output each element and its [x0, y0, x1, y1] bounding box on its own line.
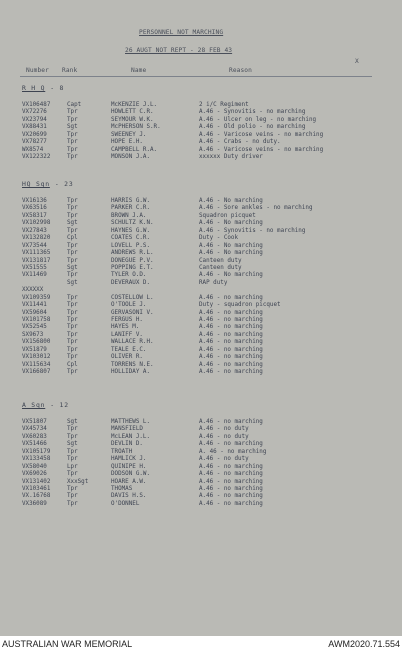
service-number: VX52545: [22, 324, 47, 331]
service-number: VX23794: [22, 116, 47, 123]
reason: A.46 - no marching: [199, 369, 263, 376]
personnel-row: [22, 124, 382, 131]
service-number: VX166807: [22, 369, 51, 376]
service-number: SX9673: [22, 331, 44, 338]
service-number: VX132820: [22, 235, 51, 242]
personnel-row: [22, 117, 382, 124]
personnel-row: [22, 302, 382, 309]
service-number: VX60283: [22, 433, 47, 440]
person-name: HOARE A.W.: [111, 478, 147, 485]
section-name: R H Q: [22, 84, 46, 92]
person-name: TROATH: [111, 448, 133, 455]
personnel-row: [22, 479, 382, 486]
person-name: ANDREWS R.L.: [111, 250, 154, 257]
personnel-row: [22, 441, 382, 448]
personnel-row: [22, 243, 382, 250]
person-name: COSTELLOW L.: [111, 294, 154, 301]
service-number: VX122322: [22, 154, 51, 161]
reason: A.46 - no marching: [199, 471, 263, 478]
rank: Tpr: [67, 339, 78, 346]
reason: A.46 - Ulcer on leg - no marching: [199, 116, 317, 123]
person-name: SCHULTZ K.N.: [111, 220, 154, 227]
person-name: PARKER C.R.: [111, 205, 151, 212]
person-name: DODSON G.W.: [111, 471, 151, 478]
personnel-row: [22, 258, 382, 265]
service-number: VX58317: [22, 212, 47, 219]
section-name: HQ Sqn: [22, 180, 50, 188]
reason: A.46 - no marching: [199, 309, 263, 316]
reason: Canteen duty: [199, 264, 242, 271]
rank: Tpr: [67, 456, 78, 463]
reason: A.46 - Varicose veins - no marching: [199, 131, 324, 138]
reason: xxxxxx Duty driver: [199, 154, 263, 161]
reason: Squadron picquet: [199, 212, 256, 219]
personnel-row: [22, 102, 382, 109]
reason: A.46 - no duty: [199, 456, 249, 463]
person-name: LANIFF V.: [111, 331, 143, 338]
section-title: [22, 180, 382, 198]
person-name: TYLER O.D.: [111, 272, 147, 279]
personnel-row: [22, 456, 382, 463]
person-name: McPHERSON S.R.: [111, 124, 161, 131]
rank: Tpr: [67, 331, 78, 338]
service-number: VX106487: [22, 102, 51, 108]
service-number: VX131817: [22, 257, 51, 264]
person-name: MONSON J.A.: [111, 154, 151, 161]
reason: A.46 - no marching: [199, 331, 263, 338]
header-rule: [20, 76, 372, 77]
reason: A.46 - no marching: [199, 317, 263, 323]
rank: Sgt: [67, 264, 78, 271]
personnel-row: [22, 449, 382, 456]
person-name: HOPE E.H.: [111, 139, 143, 146]
reason: A.46 - no marching: [199, 485, 263, 492]
service-number: VX45734: [22, 426, 47, 433]
personnel-row: [22, 147, 382, 154]
rank: Tpr: [67, 317, 78, 323]
reason: A.46 - no marching: [199, 463, 263, 470]
personnel-row: [22, 464, 382, 471]
service-number: VX115634: [22, 361, 51, 368]
rank: Sgt: [67, 279, 78, 286]
personnel-row: [22, 272, 382, 279]
person-name: QUINIPE H.: [111, 463, 147, 470]
reason: A.46 - no marching: [199, 354, 263, 361]
person-name: GERVASONI V.: [111, 309, 154, 316]
reason: A.46 - Varicose veins - no marching: [199, 146, 324, 153]
rank: Tpr: [67, 139, 78, 146]
personnel-row: [22, 493, 382, 500]
personnel-row: [22, 154, 382, 161]
service-number: VX11441: [22, 302, 47, 309]
person-name: O'DONNEL: [111, 500, 140, 507]
column-header-rank: Rank: [62, 67, 78, 74]
person-name: TORRENS N.E.: [111, 361, 154, 368]
section-count: - 12: [50, 401, 69, 409]
personnel-row: [22, 501, 382, 508]
service-number: XXXXXX: [22, 287, 44, 294]
service-number: VX105179: [22, 448, 51, 455]
person-name: OLIVER R.: [111, 354, 143, 361]
reason: A.46 - no marching: [199, 339, 263, 346]
person-name: THOMAS: [111, 485, 133, 492]
rank: Sgt: [67, 441, 78, 448]
person-name: DAVIS H.S.: [111, 493, 147, 500]
service-number: VX88431: [22, 124, 47, 131]
person-name: LOVELL P.S.: [111, 242, 151, 249]
reason: Canteen duty: [199, 257, 242, 264]
service-number: VX102998: [22, 220, 51, 227]
service-number: VX20699: [22, 131, 47, 138]
personnel-row: [22, 369, 382, 376]
personnel-row: [22, 109, 382, 116]
person-name: HOLLIDAY A.: [111, 369, 151, 376]
rank: XxxSgt: [67, 478, 89, 485]
reason: A.46 - no duty: [199, 426, 249, 433]
person-name: MANSFIELD: [111, 426, 143, 433]
reason: A.46 - No marching: [199, 220, 263, 227]
reason: RAP duty: [199, 279, 228, 286]
personnel-row: [22, 339, 382, 346]
reason: A.46 - No marching: [199, 242, 263, 249]
rank: Tpr: [67, 302, 78, 309]
rank: Sgt: [67, 220, 78, 227]
reason: Duty - Cook: [199, 235, 239, 242]
rank: Tpr: [67, 485, 78, 492]
document-title: PERSONNEL NOT MARCHING: [139, 29, 224, 36]
rank: Tpr: [67, 433, 78, 440]
reason: A.46 - no marching: [199, 294, 263, 301]
section-count: - 8: [50, 84, 65, 92]
column-header-name: Name: [131, 67, 147, 74]
rank: Tpr: [67, 146, 78, 153]
person-name: O'TOOLE J.: [111, 302, 147, 309]
rank: Tpr: [67, 242, 78, 249]
service-number: VX101758: [22, 317, 51, 323]
personnel-row: [22, 434, 382, 441]
rank: Sgt: [67, 419, 78, 425]
person-name: CAMPBELL R.A.: [111, 146, 158, 153]
service-number: VX51466: [22, 441, 47, 448]
service-number: VX103461: [22, 485, 51, 492]
section-title: [22, 401, 382, 419]
rank: Lpr: [67, 463, 78, 470]
person-name: HAMLICK J.: [111, 456, 147, 463]
personnel-row: [22, 426, 382, 433]
service-number: VX58040: [22, 463, 47, 470]
rank: Tpr: [67, 471, 78, 478]
personnel-row: [22, 280, 382, 287]
person-name: HOWLETT C.R.: [111, 109, 154, 116]
person-name: FERGUS H.: [111, 317, 143, 323]
person-name: BROWN J.A.: [111, 212, 147, 219]
document-mark: X: [355, 58, 359, 65]
rank: Tpr: [67, 309, 78, 316]
personnel-row: [22, 198, 382, 205]
reason: A.46 - no marching: [199, 346, 263, 353]
archive-footer: [0, 636, 402, 653]
reason: 2 i/C Regiment: [199, 102, 249, 108]
rank: Tpr: [67, 154, 78, 161]
reason: A.46 - no marching: [199, 441, 263, 448]
rank: Tpr: [67, 448, 78, 455]
rank: Tpr: [67, 131, 78, 138]
rank: Tpr: [67, 198, 78, 204]
personnel-row: [22, 310, 382, 317]
service-number: VX.16768: [22, 493, 51, 500]
personnel-row: [22, 139, 382, 146]
reason: A.46 - Sore ankles - no marching: [199, 205, 313, 212]
service-number: VX51879: [22, 346, 47, 353]
person-name: HAYNES G.W.: [111, 227, 151, 234]
section-count: - 23: [54, 180, 74, 188]
person-name: DEVLIN D.: [111, 441, 143, 448]
service-number: VX109359: [22, 294, 51, 301]
personnel-row: [22, 265, 382, 272]
personnel-row: [22, 486, 382, 493]
service-number: VX11469: [22, 272, 47, 279]
personnel-row: [22, 213, 382, 220]
person-name: McLEAN J.L.: [111, 433, 151, 440]
section-title: [22, 84, 382, 102]
person-name: McKENZIE J.L.: [111, 102, 158, 108]
personnel-row: [22, 471, 382, 478]
reason: A.46 - no marching: [199, 500, 263, 507]
rank: Tpr: [67, 369, 78, 376]
person-name: MATTHEWS L.: [111, 419, 151, 425]
personnel-row: [22, 287, 382, 294]
reason: A.46 - no duty: [199, 433, 249, 440]
personnel-row: [22, 362, 382, 369]
personnel-row: [22, 347, 382, 354]
person-name: TEALE E.C.: [111, 346, 147, 353]
rank: Tpr: [67, 227, 78, 234]
personnel-row: [22, 228, 382, 235]
footer-accession-number: AWM2020.71.554: [328, 639, 400, 649]
personnel-row: [22, 419, 382, 426]
service-number: VX63516: [22, 205, 47, 212]
personnel-row: [22, 235, 382, 242]
reason: A.46 - No marching: [199, 250, 263, 257]
service-number: VX51555: [22, 264, 47, 271]
person-name: HARRIS G.W.: [111, 198, 151, 204]
personnel-row: [22, 220, 382, 227]
service-number: VX27843: [22, 227, 47, 234]
rank: Tpr: [67, 257, 78, 264]
rank: Tpr: [67, 500, 78, 507]
rank: Tpr: [67, 493, 78, 500]
personnel-row: [22, 250, 382, 257]
service-number: VX36089: [22, 500, 47, 507]
service-number: VX131402: [22, 478, 51, 485]
person-name: SWEENEY J.: [111, 131, 147, 138]
document-subtitle: 26 AUGT NOT REPT - 28 FEB 43: [125, 47, 233, 54]
reason: A.46 - No marching: [199, 272, 263, 279]
service-number: VX51807: [22, 419, 47, 425]
section-name: A Sqn: [22, 401, 46, 409]
rank: Tpr: [67, 354, 78, 361]
reason: A.46 - Old polio - no marching: [199, 124, 306, 131]
personnel-row: [22, 332, 382, 339]
rank: Sgt: [67, 124, 78, 131]
section-hq-sqn: [22, 180, 382, 377]
reason: A.46 - no marching: [199, 324, 263, 331]
service-number: VX59604: [22, 309, 47, 316]
rank: Tpr: [67, 346, 78, 353]
column-header-number: Number: [26, 67, 49, 74]
service-number: VX16136: [22, 198, 47, 204]
person-name: DONEGUE P.V.: [111, 257, 154, 264]
personnel-row: [22, 354, 382, 361]
personnel-row: [22, 317, 382, 324]
service-number: WX8574: [22, 146, 44, 153]
reason: A.46 - Crabs - no duty.: [199, 139, 281, 146]
person-name: SEYMOUR W.K.: [111, 116, 154, 123]
rank: Tpr: [67, 272, 78, 279]
person-name: WALLACE R.H.: [111, 339, 154, 346]
rank: Tpr: [67, 426, 78, 433]
rank: Tpr: [67, 250, 78, 257]
person-name: DEVERAUX D.: [111, 279, 151, 286]
service-number: VX111365: [22, 250, 51, 257]
rank: Tpr: [67, 116, 78, 123]
reason: Duty - squadron picquet: [199, 302, 281, 309]
rank: Tpr: [67, 205, 78, 212]
reason: A. 46 - no marching: [199, 448, 267, 455]
service-number: VX69026: [22, 471, 47, 478]
person-name: POPPING E.T.: [111, 264, 154, 271]
rank: Cpl: [67, 361, 78, 368]
person-name: HAYES M.: [111, 324, 140, 331]
personnel-row: [22, 205, 382, 212]
footer-institution: AUSTRALIAN WAR MEMORIAL: [2, 639, 133, 649]
reason: A.46 - Synovitis - no marching: [199, 109, 306, 116]
service-number: VX78277: [22, 139, 47, 146]
personnel-row: [22, 132, 382, 139]
service-number: VX72276: [22, 109, 47, 116]
rank: Tpr: [67, 324, 78, 331]
section-rhq: [22, 84, 382, 162]
section-a-sqn: [22, 401, 382, 508]
service-number: VX133458: [22, 456, 51, 463]
service-number: VX156800: [22, 339, 51, 346]
reason: A.46 - no marching: [199, 478, 263, 485]
reason: A.46 - no marching: [199, 493, 263, 500]
personnel-row: [22, 295, 382, 302]
rank: Cpl: [67, 235, 78, 242]
reason: A.46 - no marching: [199, 361, 263, 368]
column-header-reason: Reason: [229, 67, 252, 74]
rank: Tpr: [67, 212, 78, 219]
rank: Tpr: [67, 109, 78, 116]
person-name: COATES C.R.: [111, 235, 151, 242]
rank: Tpr: [67, 294, 78, 301]
personnel-row: [22, 324, 382, 331]
service-number: VX73544: [22, 242, 47, 249]
reason: A.46 - no marching: [199, 419, 263, 425]
reason: A.46 - Synovitis - no marching: [199, 227, 306, 234]
reason: A.46 - No marching: [199, 198, 263, 204]
service-number: VX103012: [22, 354, 51, 361]
rank: Capt: [67, 102, 82, 108]
